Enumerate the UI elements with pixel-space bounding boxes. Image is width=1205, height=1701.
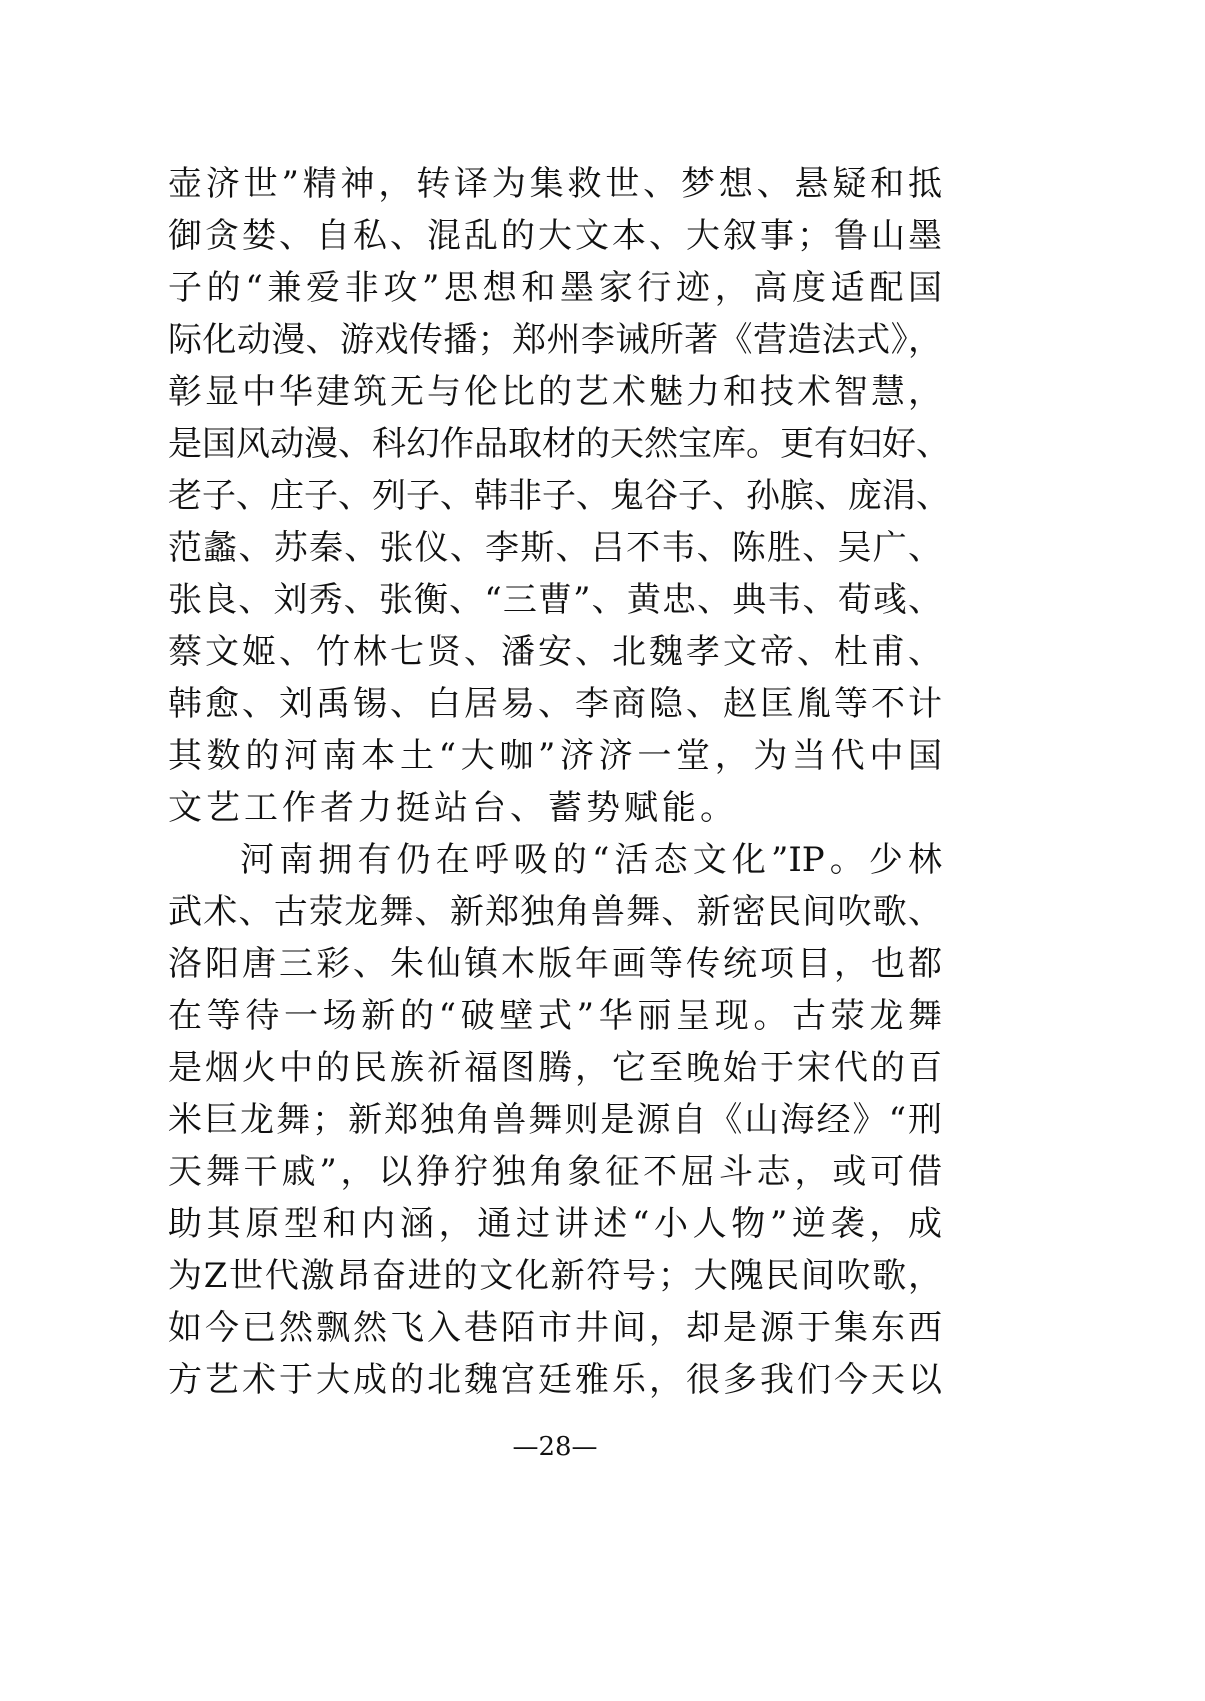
text-line: 老子、庄子、列子、韩非子、鬼谷子、孙膑、庞涓、 xyxy=(168,476,950,516)
text-line: 壶济世”精神，转译为集救世、梦想、悬疑和抵 xyxy=(168,164,942,204)
paragraph-start-line: 河南拥有仍在呼吸的“活态文化”IP。少林 xyxy=(240,840,942,880)
page-number: —28— xyxy=(512,1432,598,1462)
text-line: 如今已然飘然飞入巷陌市井间，却是源于集东西 xyxy=(168,1308,942,1348)
text-line: 天舞干戚”，以狰狞独角象征不屈斗志，或可借 xyxy=(168,1152,942,1192)
text-line: 文艺工作者力挺站台、蓄势赋能。 xyxy=(168,788,738,828)
text-line: 为Z世代激昂奋进的文化新符号；大隗民间吹歌， xyxy=(168,1256,942,1296)
text-line: 米巨龙舞；新郑独角兽舞则是源自《山海经》“刑 xyxy=(168,1100,942,1140)
text-line: 方艺术于大成的北魏宫廷雅乐，很多我们今天以 xyxy=(168,1360,942,1400)
text-line: 蔡文姬、竹林七贤、潘安、北魏孝文帝、杜甫、 xyxy=(168,632,942,672)
text-line: 彰显中华建筑无与伦比的艺术魅力和技术智慧， xyxy=(168,372,942,412)
text-line: 是烟火中的民族祈福图腾，它至晚始于宋代的百 xyxy=(168,1048,942,1088)
text-line: 张良、刘秀、张衡、“三曹”、黄忠、典韦、荀彧、 xyxy=(168,580,942,620)
body-text xyxy=(168,158,950,1406)
text-line: 助其原型和内涵，通过讲述“小人物”逆袭，成 xyxy=(168,1204,942,1244)
text-line: 际化动漫、游戏传播；郑州李诫所著《营造法式》， xyxy=(168,320,942,360)
text-line: 其数的河南本土“大咖”济济一堂，为当代中国 xyxy=(168,736,942,776)
text-line: 在等待一场新的“破壁式”华丽呈现。古荥龙舞 xyxy=(168,996,942,1036)
text-line: 洛阳唐三彩、朱仙镇木版年画等传统项目，也都 xyxy=(168,944,942,984)
text-line: 韩愈、刘禹锡、白居易、李商隐、赵匡胤等不计 xyxy=(168,684,942,724)
text-line: 是国风动漫、科幻作品取材的天然宝库。更有妇好、 xyxy=(168,424,950,464)
text-line: 武术、古荥龙舞、新郑独角兽舞、新密民间吹歌、 xyxy=(168,892,942,932)
text-line: 范蠡、苏秦、张仪、李斯、吕不韦、陈胜、吴广、 xyxy=(168,528,942,568)
text-line: 御贪婪、自私、混乱的大文本、大叙事；鲁山墨 xyxy=(168,216,942,256)
text-line: 子的“兼爱非攻”思想和墨家行迹，高度适配国 xyxy=(168,268,942,308)
